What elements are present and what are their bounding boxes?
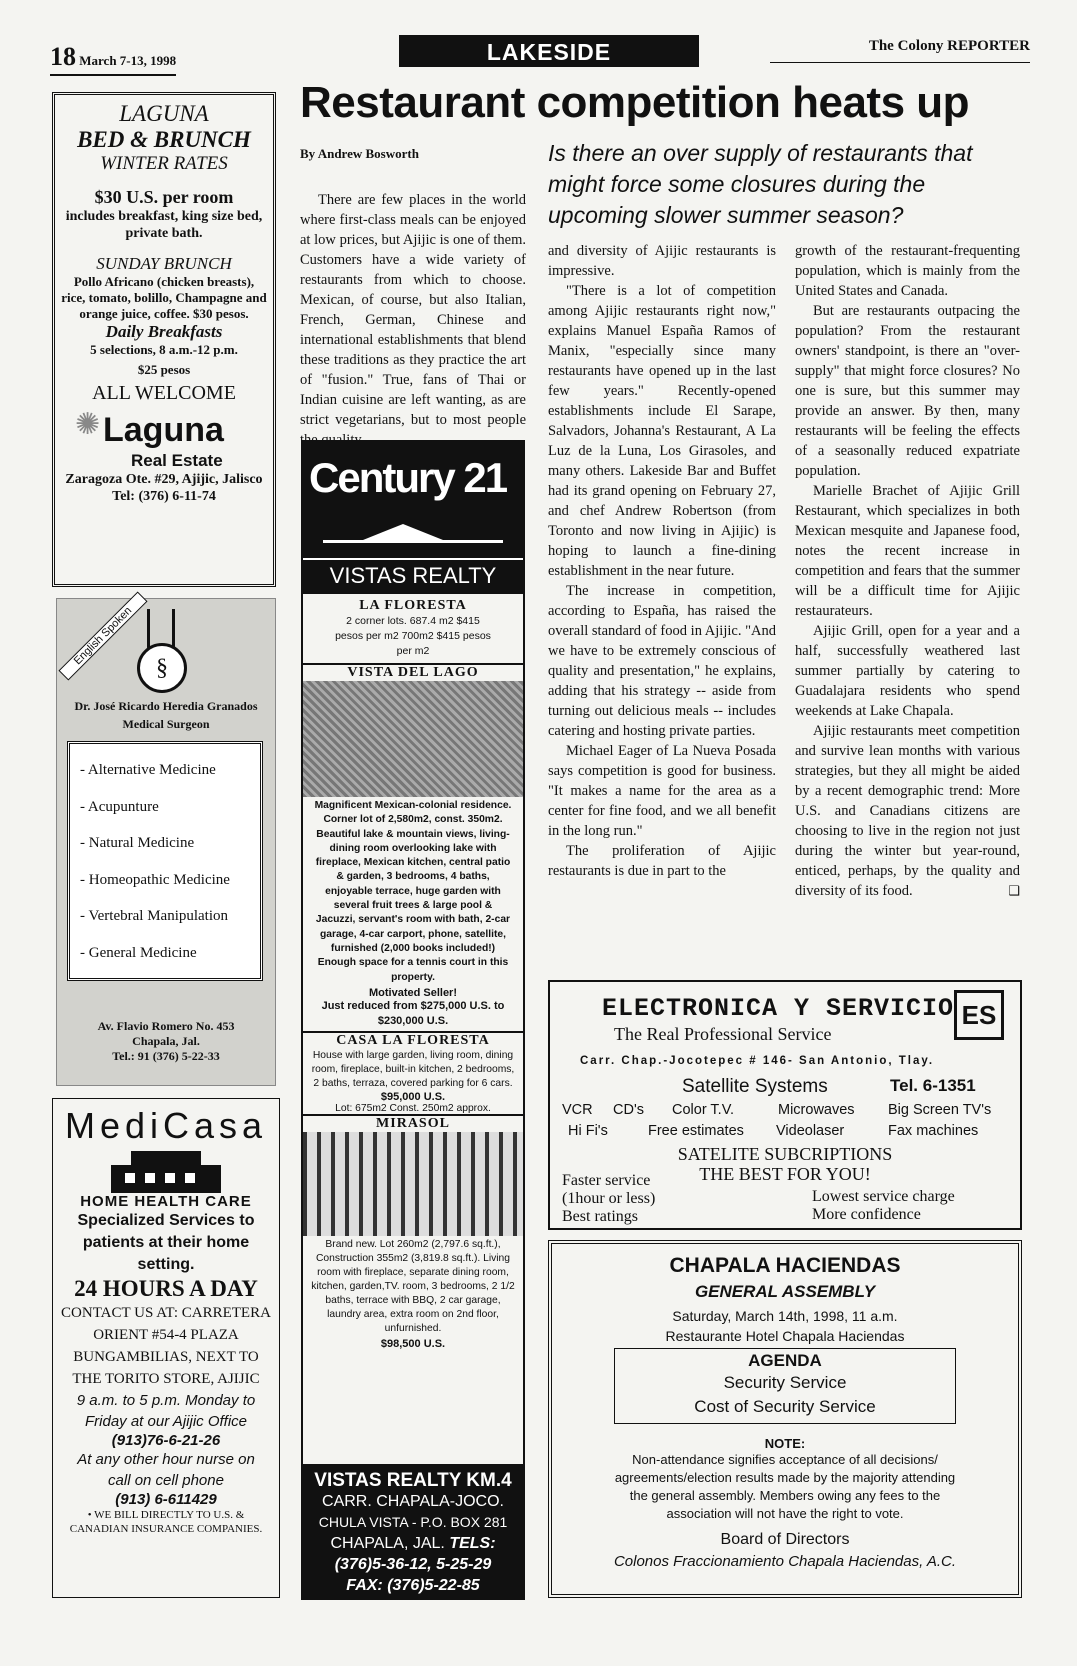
article-paragraph: Michael Eager of La Nueva Posada says competition is good for business. "It makes a name for the area as a center for fine food, and we all benefit in the long run." xyxy=(548,743,776,839)
laguna-rate-desc: includes breakfast, king size bed, private bath. xyxy=(65,209,263,241)
electronica-ad xyxy=(548,980,1022,1230)
electronica-right-list: Lowest service charge More confidence xyxy=(812,1188,955,1223)
promo-line-2: THE BEST FOR YOU! xyxy=(699,1164,871,1184)
doctor-phone: Tel.: 91 (376) 5-22-33 xyxy=(112,1049,220,1063)
haciendas-subtitle: GENERAL ASSEMBLY xyxy=(694,1282,876,1301)
org-name: Colonos Fraccionamiento Chapala Haciendas, A.C. xyxy=(613,1553,957,1570)
service-videolaser: Videolaser xyxy=(776,1123,845,1139)
century21-header xyxy=(303,442,523,594)
issue-date: March 7-13, 1998 xyxy=(79,53,177,68)
laguna-title: LAGUNA xyxy=(119,101,209,126)
breakfast-desc: 5 selections, 8 a.m.-12 p.m. xyxy=(90,342,238,357)
service-bigscreen: Big Screen TV's xyxy=(888,1102,992,1118)
medical-symbol-icon: § xyxy=(137,643,187,693)
listing-title: LA FLORESTA xyxy=(359,598,467,613)
office-hours: 9 a.m. to 5 p.m. Monday to Friday at our Ajijic Office xyxy=(76,1392,256,1430)
listing-casa-la-floresta xyxy=(303,1031,523,1114)
article-paragraph: There are few places in the world where first-class meals can be enjoyed at low prices, but Ajijic is one of them. Customers have a wide variety of restaurants from which to choose. Mexican, of course, but also Italian, French, German, Chinese and international establishments that blend these traditions as they practice the art of "fusion." True, fans of Thai or Indian cuisine are left wanting, as are strict vegetarians, but to most people xyxy=(300,192,526,428)
laguna-rate: $30 U.S. per room xyxy=(94,187,234,207)
headline: Restaurant competition heats up xyxy=(300,78,970,127)
listing-title: VISTA DEL LAGO xyxy=(347,665,479,680)
footer-box: CHULA VISTA - P.O. BOX 281 xyxy=(318,1514,508,1530)
electronica-left-list: Faster service (1hour or less) Best ratings xyxy=(562,1172,656,1225)
agenda-item: Security Service xyxy=(723,1373,847,1392)
page-folio xyxy=(50,42,176,76)
brunch-title: SUNDAY BRUNCH xyxy=(96,254,232,273)
medicasa-services: Specialized Services to patients at their home setting. xyxy=(77,1212,255,1273)
century21-footer xyxy=(303,1464,523,1598)
footer-road: CARR. CHAPALA-JOCO. xyxy=(322,1493,504,1510)
haciendas-ad xyxy=(548,1240,1022,1598)
billing-note: • WE BILL DIRECTLY TO U.S. & CANADIAN INSURANCE COMPANIES. xyxy=(69,1509,263,1535)
article-paragraph: The proliferation of Ajijic restaurants is due in part to the xyxy=(548,843,776,879)
listing-desc: Magnificent Mexican-colonial residence. Corner lot of 2,580m2, const. 350m2. Beautiful lake & mountain views, living-dining room overlooking lake with fireplace, Mexican kitchen, central patio & garden, 3 bedrooms, 4 baths, enjoyable terrace, huge garden with several fruit trees & large pool & Jacuzzi, servant's room with bath, 2-car garage, 4-car carport, phone, satellite, furnished (2,000 books included!) Enough space for a tennis court in this property. xyxy=(314,800,512,983)
listing-title: CASA LA FLORESTA xyxy=(336,1032,490,1048)
subhead: Is there an over supply of restaurants that might force some closures during the upcoming slower summer season? xyxy=(548,140,973,228)
byline: By Andrew Bosworth xyxy=(300,146,419,161)
house-icon xyxy=(111,1151,221,1193)
masthead xyxy=(50,38,1030,72)
footer-fax: FAX: (376)5-22-85 xyxy=(346,1577,480,1594)
service-cds: CD's xyxy=(613,1102,644,1118)
medicasa-hours: 24 HOURS A DAY xyxy=(74,1276,258,1301)
service-fax: Fax machines xyxy=(888,1123,979,1139)
assembly-date: Saturday, March 14th, 1998, 11 a.m. xyxy=(672,1308,898,1324)
electronica-name: ELECTRONICA Y SERVICIO xyxy=(602,994,955,1023)
breakfast-price: $25 pesos xyxy=(137,362,191,377)
satellite-text: Satellite Systems xyxy=(682,1076,828,1097)
service-tv: Color T.V. xyxy=(672,1102,735,1118)
service-item: - Homeopathic Medicine xyxy=(80,871,230,888)
promo-line-1: SATELITE SUBCRIPTIONS xyxy=(677,1144,893,1164)
doctor-city: Chapala, Jal. xyxy=(132,1034,200,1048)
laguna-subtitle: BED & BRUNCH xyxy=(77,127,251,152)
footer-tels: (376)5-36-12, 5-25-29 xyxy=(334,1556,492,1573)
listing-price: $98,500 U.S. xyxy=(380,1337,446,1350)
service-item: - General Medicine xyxy=(80,944,197,961)
electronica-phone: Tel. 6-1351 xyxy=(890,1076,976,1095)
footer-office: VISTAS REALTY KM.4 xyxy=(314,1470,512,1491)
end-mark: ❑ xyxy=(1008,883,1020,898)
laguna-logo: ✺ Laguna Real Estate xyxy=(75,408,224,470)
listing-mirasol xyxy=(303,1114,523,1350)
article-paragraph: growth of the restaurant-frequenting population, which is mainly from the United States and Canada. xyxy=(795,243,1020,299)
electronica-slogan: The Real Professional Service xyxy=(614,1024,832,1044)
listing-seller: Motivated Seller! xyxy=(368,986,458,999)
english-banner: English Spoken xyxy=(58,591,147,680)
listing-price: Just reduced from $275,000 U.S. to $230,000 U.S. xyxy=(321,999,505,1027)
listing-la-floresta xyxy=(303,594,523,663)
brunch-desc: Pollo Africano (chicken breasts), rice, tomato, bolillo, Champagne and orange juice, coffee. $30 pesos. xyxy=(61,274,267,321)
agenda-box xyxy=(614,1348,956,1424)
nurse-text: At any other hour nurse on call on cell phone xyxy=(77,1451,255,1489)
service-estimates: Free estimates xyxy=(648,1123,744,1139)
listing-title: MIRASOL xyxy=(376,1115,450,1131)
century21-ad xyxy=(301,440,525,1600)
doctor-ad xyxy=(56,598,276,1086)
listing-price: $95,000 U.S. xyxy=(380,1090,446,1103)
medicasa-logo: MediCasa xyxy=(64,1105,268,1146)
article-paragraph: But are restaurants outpacing the population? From the restaurant owners' standpoint, is there an "over-supply" that might force closures? No one is sure, but this summer may provide an answer. By then, many restaurants will be feeling the effects of a seasonally reduced expatriate population. xyxy=(795,303,1020,479)
service-microwaves: Microwaves xyxy=(778,1102,855,1118)
welcome-text: ALL WELCOME xyxy=(92,382,236,404)
section-label: LAKESIDE xyxy=(399,35,699,67)
property-photo xyxy=(303,1132,523,1236)
listing-lot: Lot: 675m2 Const. 250m2 approx. xyxy=(335,1102,491,1114)
doctor-address: Av. Flavio Romero No. 453 xyxy=(97,1019,235,1033)
article-paragraph: "There is a lot of competition among Ajijic restaurants right now," explains Manuel España Ramos of Manix, "especially since many restaurants have opened up in the last few years." Recently-opened establishments include El Sarape, Salvadors, Johanna's Restaurant, A La Luz de la Luna, Los Girasoles, and many others. Lakeside Bar and Buffet had its grand opening on February 27, and chef Andrew Robertson (from Toronto and now living in Ajijic) is hoping to launch a fine-dining establishment in the near future. xyxy=(548,283,776,579)
laguna-address: Zaragoza Ote. #29, Ajijic, Jalisco Tel: (376) 6-11-74 xyxy=(65,472,263,504)
paper-name: The Colony REPORTER xyxy=(868,38,1030,54)
sun-icon: ✺ xyxy=(75,408,101,441)
article-column-1 xyxy=(300,144,526,450)
listing-desc: 2 corner lots. 687.4 m2 $415 pesos per m2 700m2 $415 pesos per m2 xyxy=(335,615,491,657)
page-number: 18 xyxy=(50,42,76,71)
house-roof-icon xyxy=(363,524,443,540)
medicasa-ad xyxy=(52,1098,280,1598)
breakfast-title: Daily Breakfasts xyxy=(105,322,223,341)
laguna-rates-title: WINTER RATES xyxy=(100,153,228,174)
footer-city: CHAPALA, JAL. TELS: xyxy=(330,1535,496,1552)
article-column-2 xyxy=(548,241,776,881)
doctor-contact xyxy=(61,1019,271,1064)
office-phone: (913)76-6-21-26 xyxy=(111,1432,221,1449)
service-item: - Acupunture xyxy=(80,798,159,815)
service-hifi: Hi Fi's xyxy=(568,1123,608,1139)
doctor-name: Dr. José Ricardo Heredia Granados xyxy=(74,699,258,713)
service-vcr: VCR xyxy=(562,1102,593,1118)
listing-desc: Brand new. Lot 260m2 (2,797.6 sq.ft.), Construction 355m2 (3,819.8 sq.ft.). Living room with fireplace, separate dining room, kitchen, garden,TV. room, 3 bedrooms, 2 1/2 baths, terrace with BBQ, 2 car garage, laundry area, extra room on 2nd floor, unfurnished. xyxy=(311,1238,515,1334)
service-item: - Natural Medicine xyxy=(80,835,195,851)
service-item: - Vertebral Manipulation xyxy=(80,908,229,924)
haciendas-title: CHAPALA HACIENDAS xyxy=(669,1254,901,1277)
medicasa-contact: CONTACT US AT: CARRETERA ORIENT #54-4 PLAZA BUNGAMBILIAS, NEXT TO THE TORITO STORE, AJIJIC xyxy=(61,1305,271,1387)
electronica-logo: ES xyxy=(954,990,1004,1040)
laguna-ad xyxy=(52,92,276,587)
agenda-item: Cost of Security Service xyxy=(694,1397,876,1416)
property-photo xyxy=(303,681,523,797)
board-text: Board of Directors xyxy=(720,1531,850,1548)
note-title: NOTE: xyxy=(764,1436,806,1451)
century21-logo: Century 21 xyxy=(309,454,507,501)
article-paragraph: and diversity of Ajijic restaurants is impressive. xyxy=(548,243,776,279)
note-text: Non-attendance signifies acceptance of all decisions/ agreements/election results made by the majority attending the general assembly. Members owing any fees to the association will not have the right to vote. xyxy=(614,1452,956,1521)
article-paragraph: Ajijic Grill, open for a year and a half, successfully weathered last summer partially by catering to Guadalajara residents who spend weekends at Lake Chapala. xyxy=(795,623,1020,719)
article-paragraph: Ajijic restaurants meet competition and survive lean months with various strategies, but they all might be aided by a recent demographic trend: More U.S. and Canadians citizens are choosing to live in the region not just during the winter but year-round, enticed, perhaps, by the quality and diversity of its food. xyxy=(795,723,1020,899)
services-list xyxy=(67,741,263,981)
article-column-3 xyxy=(795,241,1020,901)
listing-desc: House with large garden, living room, dining room, fireplace, built-in kitchen, 2 bedrooms, 2 baths, terraza, covered parking for 6 cars. xyxy=(311,1049,515,1089)
century21-office: VISTAS REALTY xyxy=(303,558,523,592)
masthead-rule xyxy=(770,62,1030,63)
electronica-address: Carr. Chap.-Jocotepec # 146- San Antonio, Tlay. xyxy=(580,1055,935,1067)
cell-phone: (913) 6-611429 xyxy=(115,1491,217,1508)
listing-vista-del-lago xyxy=(303,663,523,1031)
doctor-title: Medical Surgeon xyxy=(122,717,210,731)
assembly-place: Restaurante Hotel Chapala Haciendas xyxy=(665,1328,905,1344)
article-paragraph: Marielle Brachet of Ajijic Grill Restaurant, which specializes in both Mexican mesquite and Japanese food, notes the recent increase in competition and fears that the summer will be a difficult time for Ajijic restaurateurs. xyxy=(795,483,1020,619)
agenda-title: AGENDA xyxy=(748,1351,822,1370)
article-paragraph: The increase in competition, according to España, has raised the overall standard of food in Ajijic. "And we have to be extremely conscious of quality and presentation," he explains, adding that his strategy -- aside from turning out delicious meals -- includes catering and hosting private parties. xyxy=(548,583,776,739)
service-item: - Alternative Medicine xyxy=(80,762,216,778)
medicasa-tagline: HOME HEALTH CARE xyxy=(80,1193,252,1210)
